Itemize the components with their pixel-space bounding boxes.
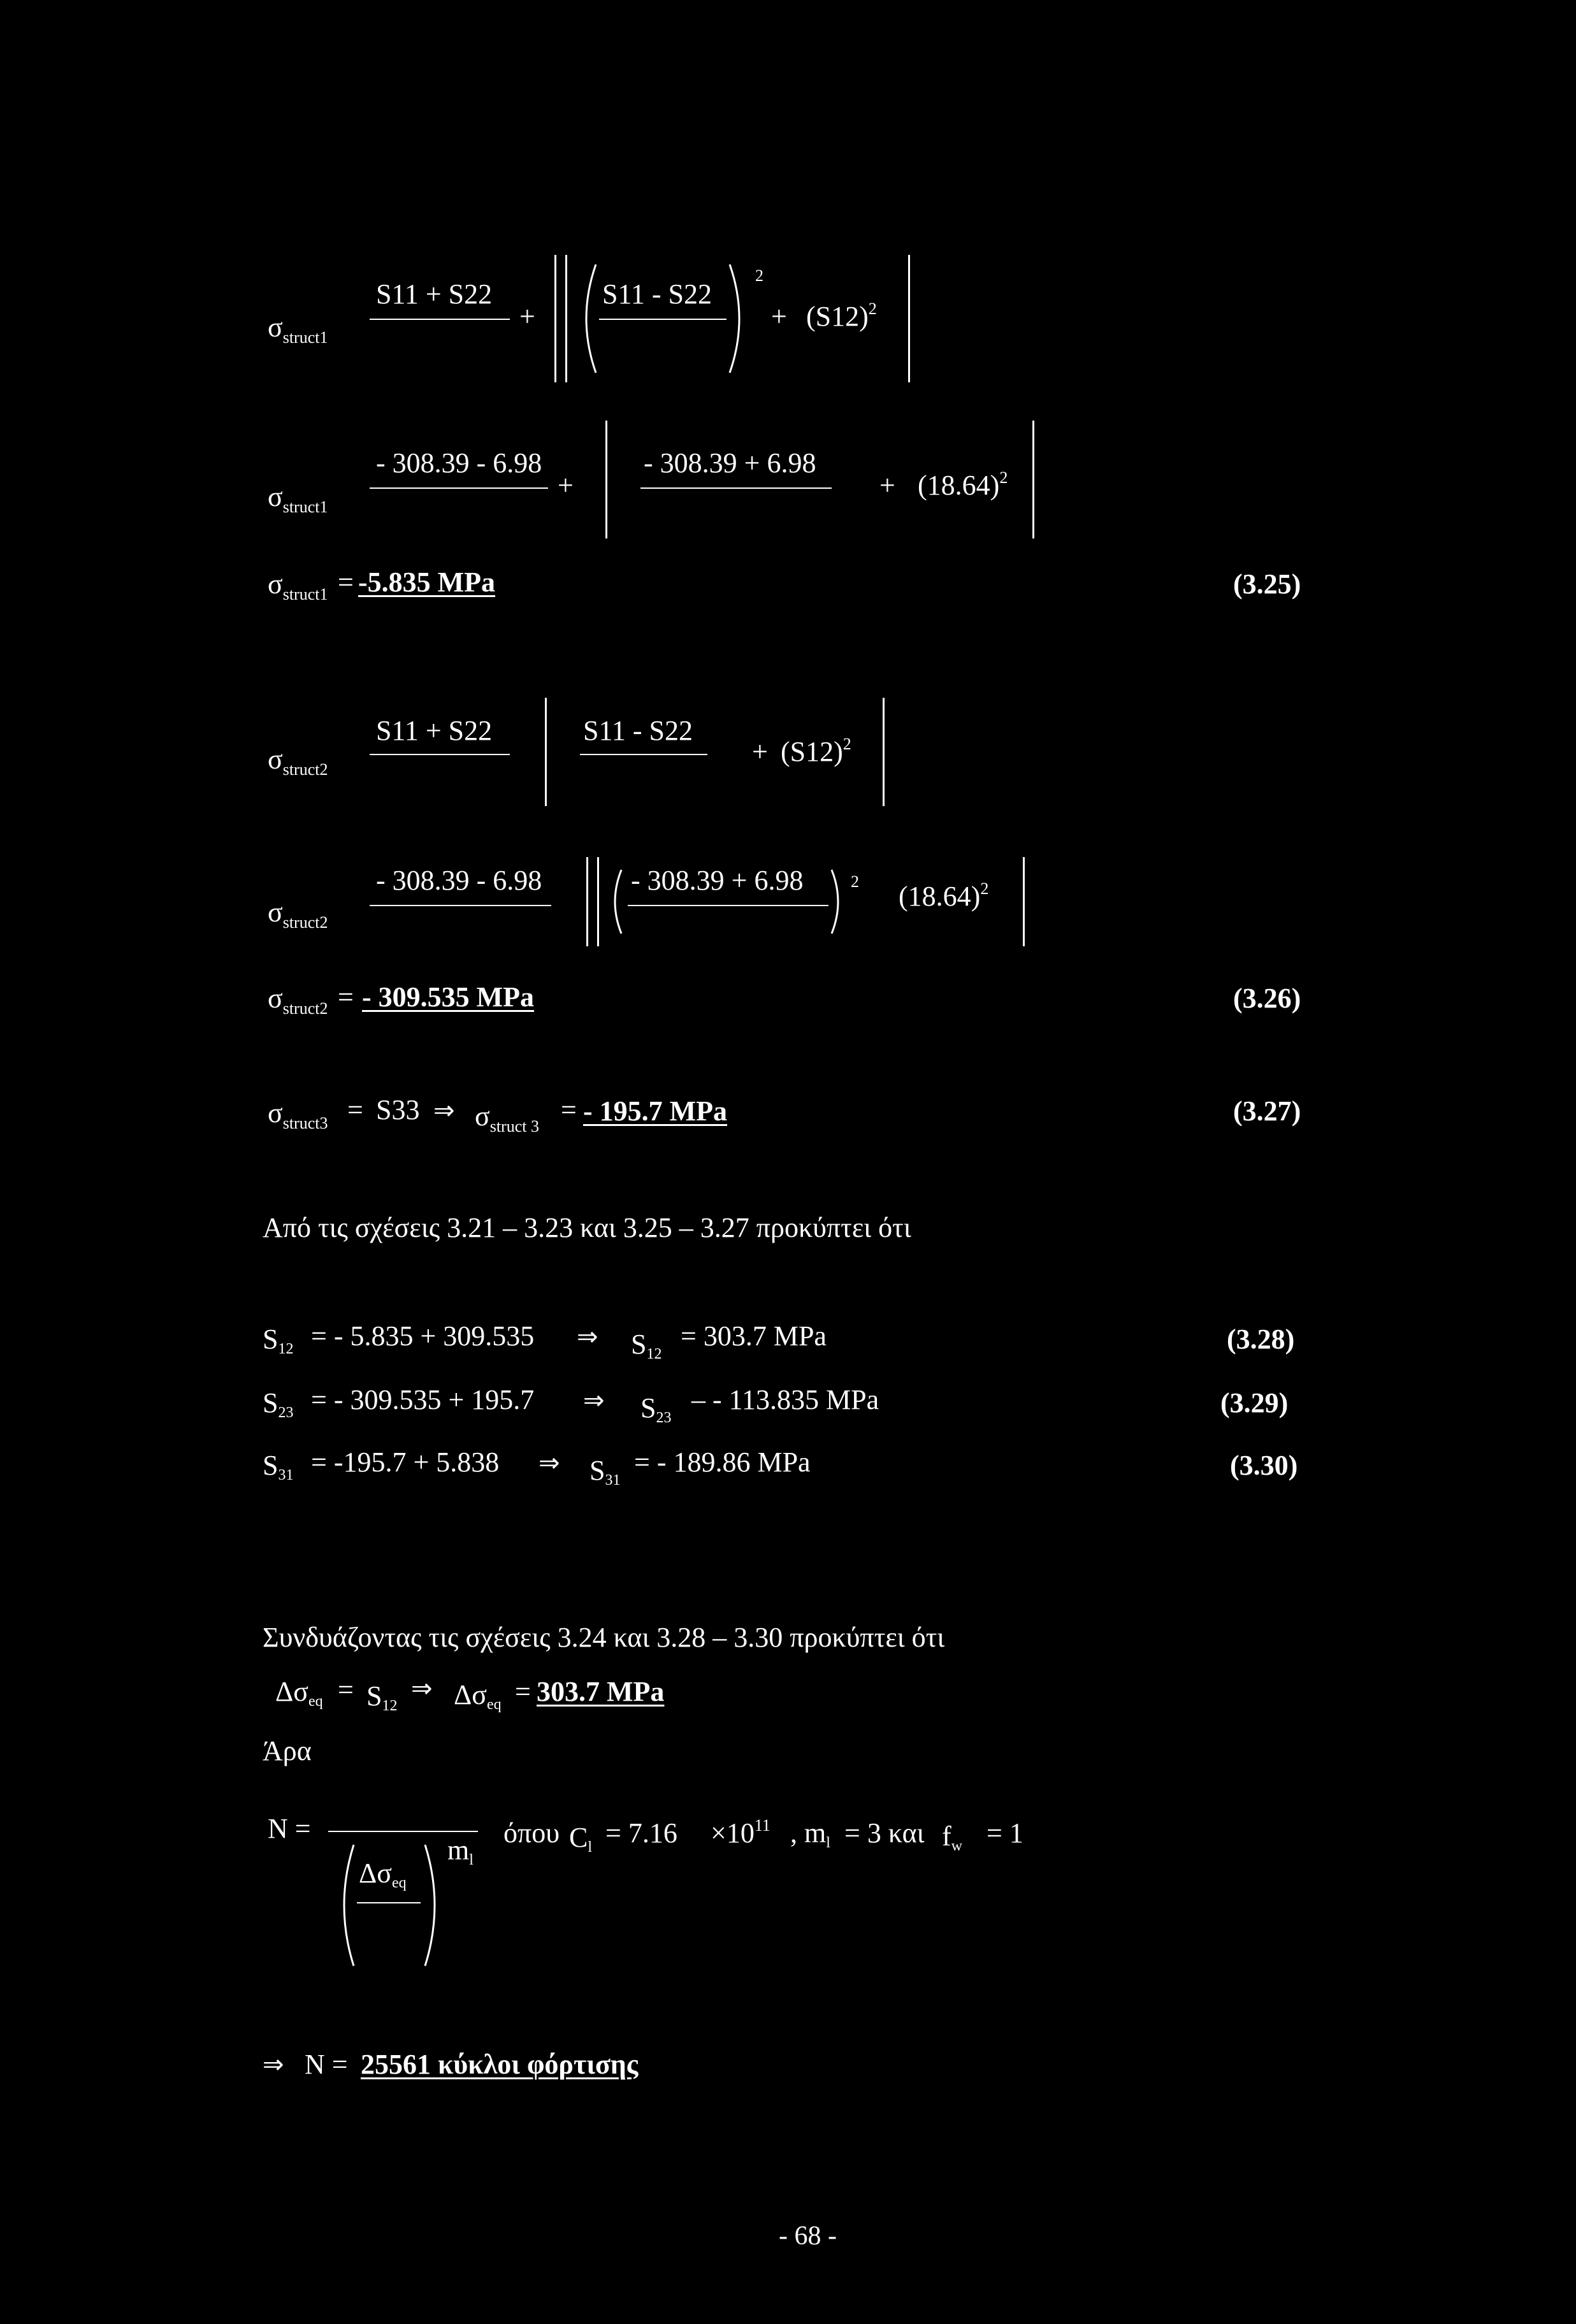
fraction1-numerator: - 308.39 - 6.98 [376,865,542,896]
fraction2-numerator: - 308.39 + 6.98 [644,447,816,479]
expression: = - 5.835 + 309.535 [311,1320,535,1352]
plus-sign: + [752,736,768,767]
sqrt-bar-left [586,857,588,946]
delta-sigma-eq-label: Δσeq [454,1679,502,1713]
s12-label: S12 [366,1680,398,1714]
fraction-bar [328,1831,478,1832]
sqrt-bar-right [908,255,910,382]
fraction1-numerator: - 308.39 - 6.98 [376,447,542,479]
page-number: - 68 - [779,2221,837,2251]
expression: = - 309.535 + 195.7 [311,1384,535,1415]
right-paren [422,1842,447,1969]
plus-sign: + [879,470,895,501]
right-paren [727,261,752,376]
square-exponent: 2 [851,872,859,891]
comma: , [790,1817,797,1849]
implies-arrow: ⇒ [263,2050,284,2079]
fraction2-numerator: S11 - S22 [602,278,712,310]
s12-term: $(S12)^2$ [806,300,877,332]
implies-arrow: ⇒ [583,1386,605,1415]
n-label: N = [305,2049,348,2080]
c-label: Cl [569,1822,593,1856]
value-term: $(18.64)^2$ [918,468,1008,501]
square-exponent: 2 [755,266,763,285]
fraction-bar [370,754,510,755]
equation-number: (3.28) [1227,1324,1295,1355]
left-paren [605,867,625,937]
implies-arrow: ⇒ [411,1674,433,1703]
equals-sign: = [347,1094,363,1125]
times-ten: $\times 10^{11}$ [711,1816,770,1849]
sigma-struct1-label: $\sigma_{struct1}$ [268,481,328,516]
fraction-bar [640,487,832,489]
sigma-struct2-label: $\sigma_{struct2}$ [268,744,328,779]
fraction-bar [599,319,727,320]
plus-sign: + [519,301,535,332]
fraction-bar [580,754,707,755]
m-value: = 3 και [844,1817,925,1849]
s12-label: S12 [631,1329,662,1362]
result-value: - 195.7 MPa [583,1095,728,1127]
fraction2-numerator: - 308.39 + 6.98 [631,865,804,896]
result-value: 25561 κύκλοι φόρτισης [361,2049,639,2080]
eq-3-25 [0,0,1576,603]
sqrt-bar-left [554,255,556,382]
paragraph-text: Από τις σχέσεις 3.21 – 3.23 και 3.25 – 3.27 προκύπτει ότι [263,1212,911,1243]
result-value: 303.7 MPa [537,1676,665,1707]
sigma-struct3-label: $\sigma_{struct 3}$ [475,1101,539,1136]
implies-arrow: ⇒ [577,1322,598,1352]
ara-text: Άρα [263,1735,312,1766]
equals-sign: = [561,1094,577,1125]
sqrt-bar-right [1023,857,1025,946]
fraction1-numerator: S11 + S22 [376,278,493,310]
equals-sign: = [515,1676,531,1707]
fraction2-numerator: S11 - S22 [583,715,693,746]
f-value: = 1 [987,1817,1023,1849]
s23-label: S23 [640,1392,672,1426]
value-term: $(18.64)^2$ [899,879,989,912]
left-paren [331,1842,357,1969]
s23-label: S23 [263,1387,294,1421]
result: = - 189.86 MPa [634,1447,811,1478]
paragraph-text: Συνδυάζοντας τις σχέσεις 3.24 και 3.28 – 3.30 προκύπτει ότι [263,1622,945,1653]
equation-number: (3.25) [1233,568,1301,600]
s12-label: S12 [263,1324,294,1357]
left-paren [574,261,599,376]
sigma-struct1-label: $\sigma_{struct1}$ [268,312,328,347]
sqrt-bar-right [1032,421,1034,538]
fraction-bar [370,487,548,489]
result: = 303.7 MPa [681,1320,827,1352]
sqrt-bar-left-2 [597,857,599,946]
equation-number: (3.30) [1230,1450,1298,1481]
sigma-struct1-label: $\sigma_{struct1}$ [268,568,328,603]
m-label: ml [804,1817,830,1851]
right-paren [828,867,848,937]
fraction-bar [370,905,551,906]
s31-label: S31 [589,1455,621,1489]
c-value: = 7.16 [605,1817,677,1849]
s31-label: S31 [263,1450,294,1483]
expression: = -195.7 + 5.838 [311,1447,500,1478]
exponent-m: ml [447,1835,474,1868]
sigma-struct3-label: $\sigma_{struct3}$ [268,1097,328,1132]
delta-sigma-eq-label: Δσeq [359,1858,407,1891]
equation-number: (3.26) [1233,983,1301,1014]
plus-sign: + [558,470,574,501]
implies-arrow: ⇒ [539,1448,560,1478]
fraction-bar [357,1902,421,1903]
sqrt-bar-left-2 [565,255,567,382]
fraction-bar [628,905,828,906]
sqrt-bar-left [545,698,547,806]
n-label: N = [268,1813,311,1844]
s33-term: S33 [376,1094,420,1125]
sqrt-bar-left [605,421,607,538]
fraction1-numerator: S11 + S22 [376,715,493,746]
result-value: -5.835 MPa [358,567,496,598]
equation-number: (3.29) [1220,1387,1289,1418]
equals-sign: = [338,1674,354,1705]
sigma-struct2-label: $\sigma_{struct2}$ [268,897,328,932]
sigma-struct2-label: $\sigma_{struct2}$ [268,983,328,1018]
equals-sign: = [338,981,354,1013]
fraction-bar [370,319,510,320]
result: – - 113.835 MPa [691,1384,879,1415]
s12-term: $(S12)^2$ [781,735,851,767]
sqrt-bar-right [883,698,885,806]
opou-text: όπου [503,1817,560,1849]
plus-sign: + [771,301,787,332]
f-label: fw [942,1821,962,1854]
delta-sigma-eq-label: Δσeq [275,1676,323,1710]
equation-number: (3.27) [1233,1095,1301,1127]
implies-arrow: ⇒ [433,1096,455,1125]
equals-sign: = [338,567,354,598]
result-value: - 309.535 MPa [362,981,535,1013]
